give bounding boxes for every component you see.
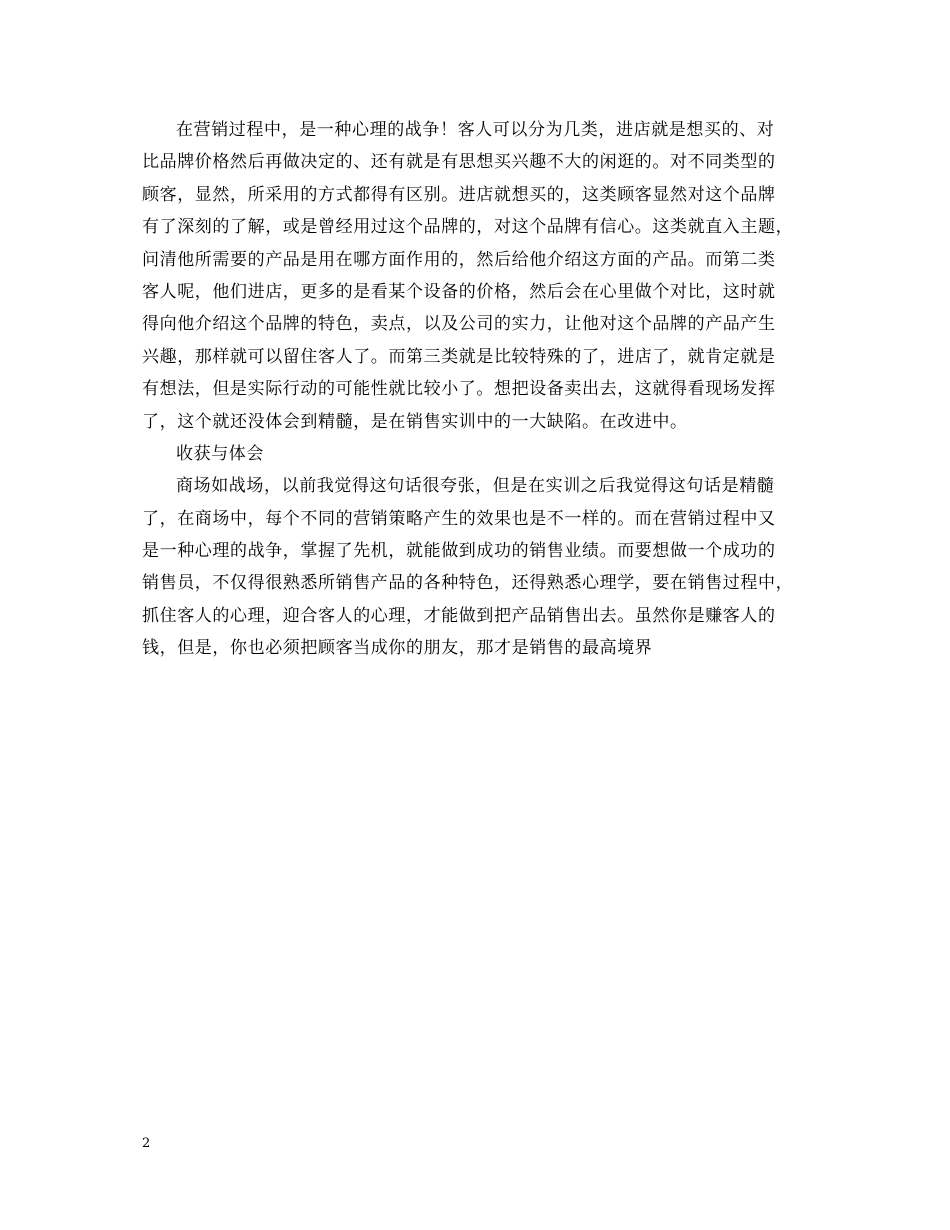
- paragraph-line: 抓住客人的心理，迎合客人的心理，才能做到把产品销售出去。虽然你是赚客人的: [142, 605, 776, 626]
- page-number: 2: [142, 1136, 151, 1151]
- paragraph-line: 顾客，显然，所采用的方式都得有区别。进店就想买的，这类顾客显然对这个品牌: [142, 184, 776, 205]
- paragraph-line: 有想法，但是实际行动的可能性就比较小了。想把设备卖出去，这就得看现场发挥: [142, 379, 776, 400]
- paragraph-line: 问清他所需要的产品是用在哪方面作用的，然后给他介绍这方面的产品。而第二类: [142, 249, 776, 270]
- paragraph-line: 钱，但是，你也必须把顾客当成你的朋友，那才是销售的最高境界: [142, 638, 653, 659]
- paragraph-line: 在营销过程中，是一种心理的战争！客人可以分为几类，进店就是想买的、对: [176, 120, 775, 140]
- paragraph-line: 商场如战场，以前我觉得这句话很夸张，但是在实训之后我觉得这句话是精髓: [176, 476, 775, 497]
- paragraph-1: [142, 114, 814, 438]
- paragraph-line: 客人呢，他们进店，更多的是看某个设备的价格，然后会在心里做个对比，这时就: [142, 281, 776, 302]
- paragraph-line: 了，这个就还没体会到精髓，是在销售实训中的一大缺陷。在改进中。: [142, 411, 688, 432]
- paragraph-line: 兴趣，那样就可以留住客人了。而第三类就是比较特殊的了，进店了，就肯定就是: [142, 346, 776, 367]
- paragraph-line: 比品牌价格然后再做决定的、还有就是有思想买兴趣不大的闲逛的。对不同类型的: [142, 152, 776, 173]
- section-heading: 收获与体会: [176, 443, 264, 464]
- paragraph-line: 销售员，不仅得很熟悉所销售产品的各种特色，还得熟悉心理学，要在销售过程中，: [142, 573, 794, 594]
- paragraph-line: 是一种心理的战争，掌握了先机，就能做到成功的销售业绩。而要想做一个成功的: [142, 541, 776, 562]
- paragraph-line: 得向他介绍这个品牌的特色，卖点，以及公司的实力，让他对这个品牌的产品产生: [142, 314, 776, 335]
- paragraph-line: 了，在商场中，每个不同的营销策略产生的效果也是不一样的。而在营销过程中又: [142, 508, 776, 529]
- paragraph-2: [142, 470, 814, 664]
- document-body: [142, 114, 814, 665]
- paragraph-line: 有了深刻的了解，或是曾经用过这个品牌的，对这个品牌有信心。这类就直入主题，: [142, 217, 794, 238]
